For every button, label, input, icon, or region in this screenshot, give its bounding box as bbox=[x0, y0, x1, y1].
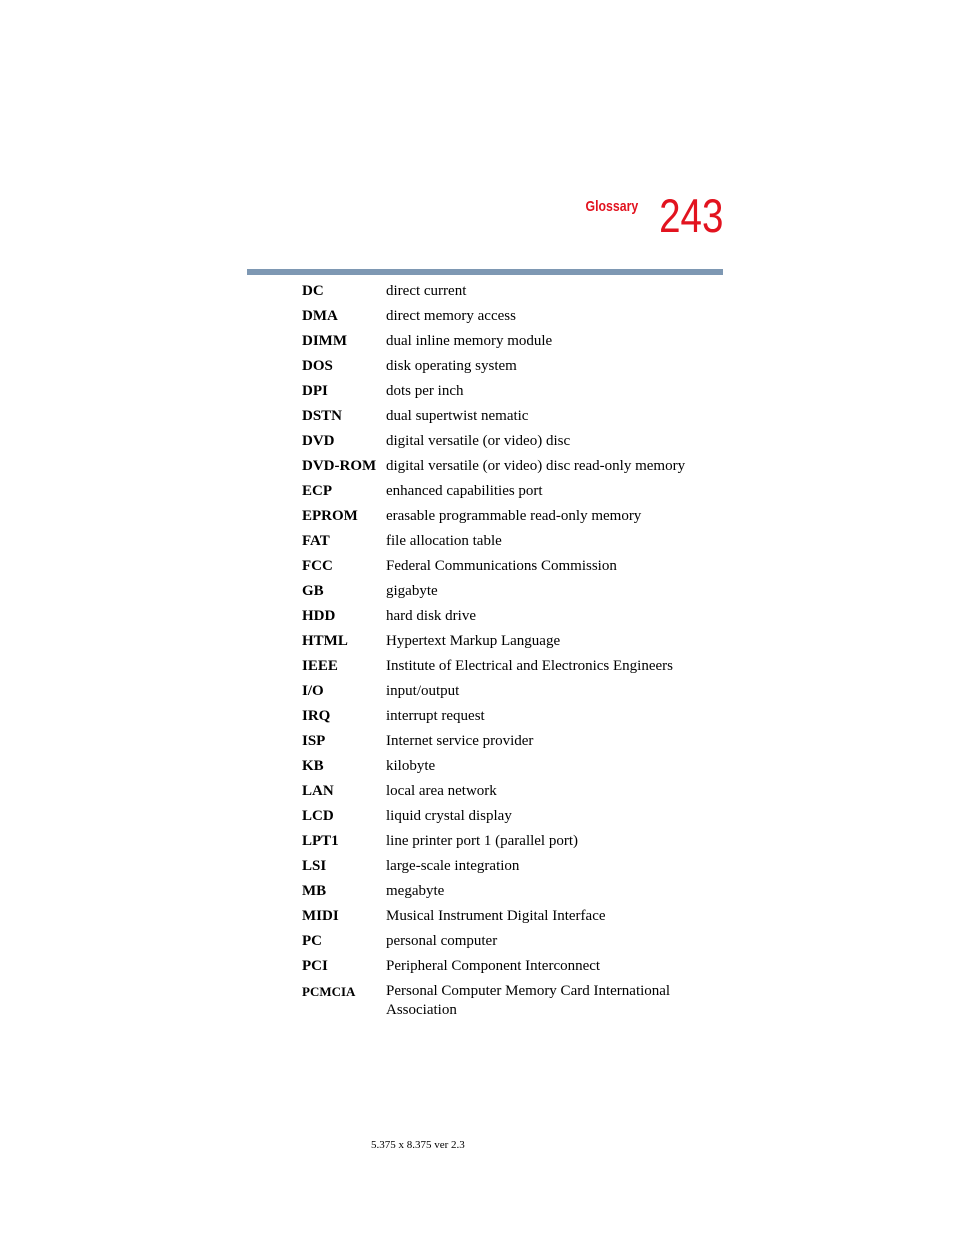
glossary-definition: interrupt request bbox=[386, 708, 485, 724]
glossary-definition: local area network bbox=[386, 783, 497, 799]
glossary-row bbox=[302, 732, 702, 757]
glossary-definition: large-scale integration bbox=[386, 858, 520, 874]
glossary-definition: file allocation table bbox=[386, 533, 502, 549]
glossary-row bbox=[302, 882, 702, 907]
glossary-definition: Peripheral Component Interconnect bbox=[386, 958, 601, 974]
glossary-definition: liquid crystal display bbox=[386, 808, 512, 824]
glossary-term: EPROM bbox=[302, 508, 358, 524]
page-number: 243 bbox=[658, 189, 723, 242]
glossary-definition: megabyte bbox=[386, 883, 445, 899]
glossary-term: DC bbox=[302, 283, 324, 299]
glossary-row bbox=[302, 332, 702, 357]
glossary-term: DVD-ROM bbox=[302, 458, 377, 474]
glossary-row bbox=[302, 782, 702, 807]
glossary-definition: direct current bbox=[386, 283, 467, 299]
glossary-term: PCMCIA bbox=[302, 984, 356, 999]
glossary-definition: gigabyte bbox=[386, 583, 438, 599]
glossary-term: PCI bbox=[302, 958, 328, 974]
glossary-definition: hard disk drive bbox=[386, 608, 476, 624]
glossary-term: DSTN bbox=[302, 408, 343, 424]
glossary-term: DVD bbox=[302, 433, 335, 449]
glossary-term: IEEE bbox=[302, 658, 338, 674]
glossary-definition: Institute of Electrical and Electronics Engineers bbox=[386, 658, 673, 674]
glossary-definition: digital versatile (or video) disc read-only memory bbox=[386, 458, 686, 474]
footer-note: 5.375 x 8.375 ver 2.3 bbox=[371, 1139, 465, 1151]
glossary-row bbox=[302, 482, 702, 507]
glossary-row bbox=[302, 407, 702, 432]
glossary-definition: Internet service provider bbox=[386, 733, 534, 749]
glossary-definition: line printer port 1 (parallel port) bbox=[386, 833, 579, 849]
glossary-term: I/O bbox=[302, 683, 324, 699]
glossary-definition: personal computer bbox=[386, 933, 498, 949]
glossary-term: DPI bbox=[302, 383, 328, 399]
glossary-definition: dual inline memory module bbox=[386, 333, 553, 349]
glossary-definition: direct memory access bbox=[386, 308, 516, 324]
glossary-term: LCD bbox=[302, 808, 334, 824]
glossary-term: PC bbox=[302, 933, 322, 949]
glossary-term: GB bbox=[302, 583, 324, 599]
glossary-definition: Personal Computer Memory Card International Association bbox=[386, 983, 671, 1018]
glossary-row bbox=[302, 432, 702, 457]
glossary-definition: disk operating system bbox=[386, 358, 517, 374]
glossary-term: LAN bbox=[302, 783, 334, 799]
glossary-row bbox=[302, 282, 702, 307]
glossary-term: LSI bbox=[302, 858, 327, 874]
glossary-row bbox=[302, 507, 702, 532]
glossary-definition: dots per inch bbox=[386, 383, 464, 399]
glossary-row bbox=[302, 757, 702, 782]
glossary-definition: dual supertwist nematic bbox=[386, 408, 529, 424]
glossary-definition: kilobyte bbox=[386, 758, 436, 774]
glossary-list bbox=[302, 282, 702, 1020]
glossary-row bbox=[302, 682, 702, 707]
glossary-row bbox=[302, 857, 702, 882]
glossary-term: FAT bbox=[302, 533, 330, 549]
glossary-row bbox=[302, 932, 702, 957]
glossary-row bbox=[302, 582, 702, 607]
glossary-definition: Musical Instrument Digital Interface bbox=[386, 908, 606, 924]
glossary-row bbox=[302, 657, 702, 682]
glossary-term: KB bbox=[302, 758, 324, 774]
glossary-row bbox=[302, 607, 702, 632]
glossary-row bbox=[302, 357, 702, 382]
glossary-term: MIDI bbox=[302, 908, 339, 924]
glossary-row bbox=[302, 307, 702, 332]
glossary-term: FCC bbox=[302, 558, 333, 574]
glossary-term: DMA bbox=[302, 308, 338, 324]
glossary-row bbox=[302, 957, 702, 982]
glossary-row bbox=[302, 982, 702, 1020]
glossary-row bbox=[302, 532, 702, 557]
glossary-term: DIMM bbox=[302, 333, 347, 349]
glossary-definition: enhanced capabilities port bbox=[386, 483, 543, 499]
glossary-definition: input/output bbox=[386, 683, 460, 699]
glossary-row bbox=[302, 557, 702, 582]
glossary-term: IRQ bbox=[302, 708, 331, 724]
glossary-row bbox=[302, 707, 702, 732]
glossary-definition: Federal Communications Commission bbox=[386, 558, 617, 574]
glossary-term: ECP bbox=[302, 483, 332, 499]
header-rule bbox=[247, 269, 723, 275]
glossary-row bbox=[302, 632, 702, 657]
glossary-row bbox=[302, 832, 702, 857]
glossary-row bbox=[302, 807, 702, 832]
glossary-term: HDD bbox=[302, 608, 336, 624]
section-label: Glossary bbox=[585, 198, 638, 215]
glossary-term: HTML bbox=[302, 633, 348, 649]
glossary-term: DOS bbox=[302, 358, 333, 374]
glossary-row bbox=[302, 907, 702, 932]
glossary-definition: digital versatile (or video) disc bbox=[386, 433, 571, 449]
glossary-term: ISP bbox=[302, 733, 326, 749]
glossary-definition: Hypertext Markup Language bbox=[386, 633, 561, 649]
glossary-term: MB bbox=[302, 883, 327, 899]
glossary-term: LPT1 bbox=[302, 833, 339, 849]
glossary-row bbox=[302, 382, 702, 407]
glossary-row bbox=[302, 457, 702, 482]
glossary-definition: erasable programmable read-only memory bbox=[386, 508, 642, 524]
